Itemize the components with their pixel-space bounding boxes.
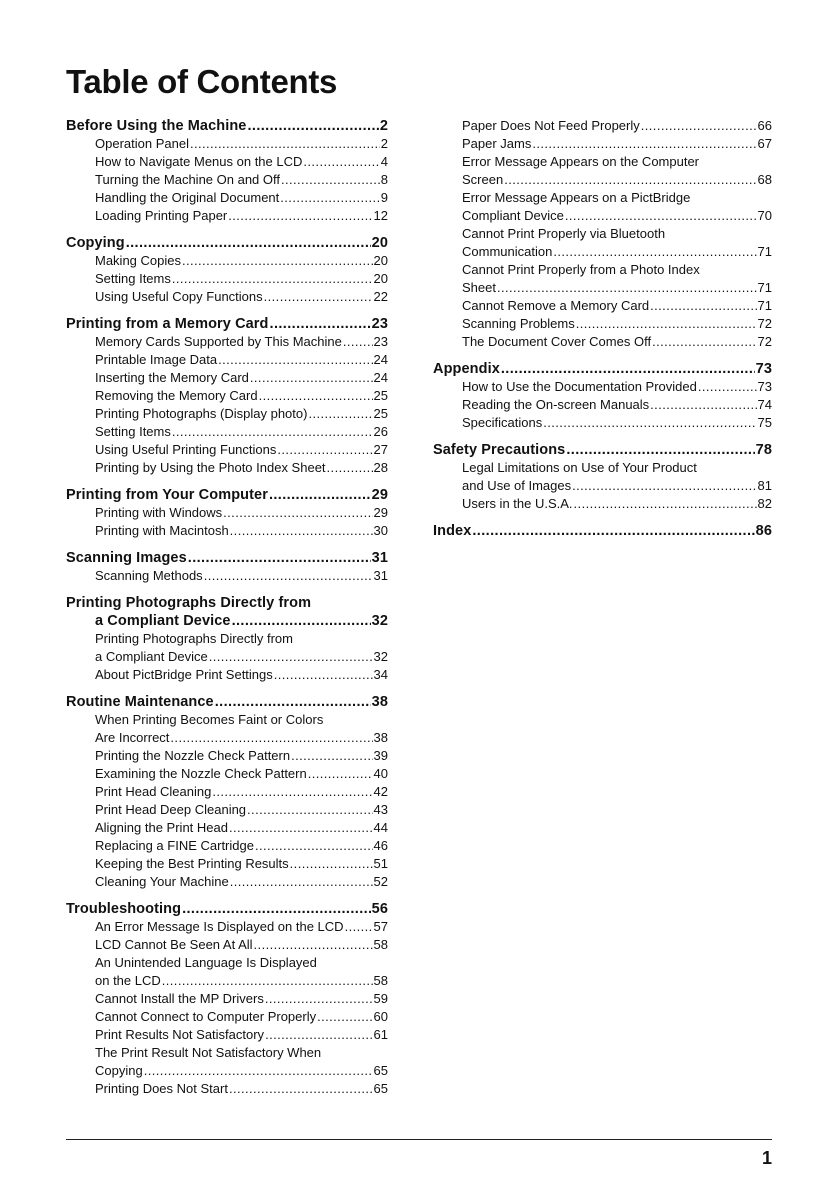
toc-section bbox=[433, 117, 772, 351]
dot-leader bbox=[190, 135, 380, 153]
dot-leader bbox=[290, 855, 373, 873]
toc-entry-label: Replacing a FINE Cartridge bbox=[95, 838, 254, 853]
page-ref: 81 bbox=[757, 478, 772, 493]
page-ref: 66 bbox=[757, 118, 772, 133]
dot-leader bbox=[218, 351, 372, 369]
dot-leader bbox=[650, 396, 756, 414]
toc-left-column bbox=[66, 117, 388, 1107]
section-title-label: Printing from Your Computer bbox=[66, 487, 268, 503]
dot-leader bbox=[269, 486, 371, 504]
page-ref: 34 bbox=[373, 667, 388, 682]
dot-leader bbox=[327, 459, 373, 477]
toc-entry-label: Paper Does Not Feed Properly bbox=[462, 118, 640, 133]
toc-entry-label: Cleaning Your Machine bbox=[95, 874, 229, 889]
toc-entry-cont-label: Screen bbox=[462, 172, 504, 187]
dot-leader bbox=[228, 207, 372, 225]
toc-entry-label: Removing the Memory Card bbox=[95, 388, 258, 403]
dot-leader bbox=[345, 918, 373, 936]
page-ref: 56 bbox=[371, 901, 388, 917]
toc-entry-label: Inserting the Memory Card bbox=[95, 370, 249, 385]
toc-entry-label: Using Useful Printing Functions bbox=[95, 442, 277, 457]
toc-entry-row[interactable] bbox=[433, 135, 772, 153]
dot-leader bbox=[572, 477, 756, 495]
footer-rule bbox=[66, 1139, 772, 1140]
toc-entry-row[interactable] bbox=[433, 315, 772, 333]
dot-leader bbox=[576, 315, 757, 333]
page-ref: 73 bbox=[755, 361, 772, 377]
toc-entry-cont-row[interactable] bbox=[66, 972, 388, 990]
page-ref: 22 bbox=[373, 289, 388, 304]
section-title-cont-label: a Compliant Device bbox=[95, 613, 231, 629]
dot-leader bbox=[472, 522, 754, 540]
dot-leader bbox=[170, 729, 372, 747]
toc-entry-row[interactable] bbox=[433, 495, 772, 513]
dot-leader bbox=[641, 117, 757, 135]
toc-section bbox=[66, 693, 388, 891]
toc-section bbox=[66, 594, 388, 684]
section-title-row[interactable] bbox=[66, 549, 388, 567]
toc-section bbox=[66, 234, 388, 306]
page-ref: 32 bbox=[373, 649, 388, 664]
page-ref: 4 bbox=[380, 154, 388, 169]
section-title[interactable]: Printing Photographs Directly from bbox=[66, 595, 312, 611]
dot-leader bbox=[144, 1062, 373, 1080]
toc-entry-row[interactable] bbox=[66, 1008, 388, 1026]
dot-leader bbox=[172, 423, 373, 441]
page-ref: 68 bbox=[757, 172, 772, 187]
page-ref: 20 bbox=[373, 253, 388, 268]
toc-entry-label[interactable]: Cannot Print Properly via Bluetooth bbox=[462, 226, 666, 241]
toc-entry-label: Turning the Machine On and Off bbox=[95, 172, 280, 187]
toc-entry-row[interactable] bbox=[66, 666, 388, 684]
section-title-cont-row[interactable] bbox=[66, 612, 388, 630]
toc-entry-cont-label: Sheet bbox=[462, 280, 496, 295]
toc-entry-cont-label: Copying bbox=[95, 1063, 143, 1078]
section-title-row[interactable] bbox=[66, 900, 388, 918]
page-ref: 43 bbox=[373, 802, 388, 817]
dot-leader bbox=[204, 567, 373, 585]
toc-entry-label: Using Useful Copy Functions bbox=[95, 289, 263, 304]
dot-leader bbox=[247, 801, 372, 819]
page-ref: 72 bbox=[757, 334, 772, 349]
page-ref: 42 bbox=[373, 784, 388, 799]
toc-section bbox=[66, 549, 388, 585]
section-title-label: Before Using the Machine bbox=[66, 118, 247, 134]
toc-entry-label: Setting Items bbox=[95, 424, 171, 439]
page-ref: 31 bbox=[371, 550, 388, 566]
section-title-row[interactable] bbox=[66, 486, 388, 504]
toc-entry-row[interactable] bbox=[433, 378, 772, 396]
page-ref: 71 bbox=[757, 280, 772, 295]
page-ref: 46 bbox=[373, 838, 388, 853]
dot-leader bbox=[274, 666, 373, 684]
dot-leader bbox=[650, 297, 756, 315]
toc-entry-row[interactable] bbox=[66, 387, 388, 405]
page-ref: 12 bbox=[373, 208, 388, 223]
page-ref: 72 bbox=[757, 316, 772, 331]
dot-leader bbox=[308, 765, 373, 783]
toc-entry-row[interactable] bbox=[66, 288, 388, 306]
toc-entry-row[interactable] bbox=[66, 459, 388, 477]
dot-leader bbox=[497, 279, 757, 297]
toc-entry-row[interactable] bbox=[66, 990, 388, 1008]
page-ref: 31 bbox=[373, 568, 388, 583]
page-ref: 24 bbox=[373, 352, 388, 367]
dot-leader bbox=[223, 504, 372, 522]
toc-entry-row[interactable] bbox=[66, 855, 388, 873]
toc-entry-cont-label: Are Incorrect bbox=[95, 730, 170, 745]
page-ref: 78 bbox=[755, 442, 772, 458]
toc-entry-cont-label: on the LCD bbox=[95, 973, 161, 988]
dot-leader bbox=[229, 1080, 373, 1098]
toc-entry-label: Printing the Nozzle Check Pattern bbox=[95, 748, 291, 763]
page-ref: 71 bbox=[757, 244, 772, 259]
dot-leader bbox=[281, 171, 380, 189]
toc-entry-label: Printing by Using the Photo Index Sheet bbox=[95, 460, 326, 475]
toc-entry-label: Printing with Macintosh bbox=[95, 523, 229, 538]
dot-leader bbox=[574, 495, 757, 513]
toc-section bbox=[433, 360, 772, 432]
toc-entry-label: Printing Photographs (Display photo) bbox=[95, 406, 308, 421]
toc-section bbox=[66, 486, 388, 540]
dot-leader bbox=[265, 1026, 372, 1044]
section-title-label: Routine Maintenance bbox=[66, 694, 214, 710]
toc-entry-row[interactable] bbox=[66, 567, 388, 585]
dot-leader bbox=[504, 171, 756, 189]
page-ref: 74 bbox=[757, 397, 772, 412]
toc-entry-label: Aligning the Print Head bbox=[95, 820, 228, 835]
page-ref: 44 bbox=[373, 820, 388, 835]
dot-leader bbox=[277, 441, 372, 459]
toc-entry-row[interactable] bbox=[66, 747, 388, 765]
dot-leader bbox=[182, 900, 371, 918]
dot-leader bbox=[303, 153, 379, 171]
dot-leader bbox=[126, 234, 371, 252]
toc-entry-label: Setting Items bbox=[95, 271, 171, 286]
toc-entry-label: How to Use the Documentation Provided bbox=[462, 379, 697, 394]
section-title-row[interactable] bbox=[66, 693, 388, 711]
page-ref: 75 bbox=[757, 415, 772, 430]
page-ref: 20 bbox=[373, 271, 388, 286]
section-title-row[interactable] bbox=[433, 441, 772, 459]
dot-leader bbox=[652, 333, 756, 351]
page-ref: 60 bbox=[373, 1009, 388, 1024]
dot-leader bbox=[265, 990, 373, 1008]
toc-entry-label: Reading the On-screen Manuals bbox=[462, 397, 650, 412]
page-ref: 24 bbox=[373, 370, 388, 385]
toc-entry-row[interactable] bbox=[66, 351, 388, 369]
page-ref: 65 bbox=[373, 1081, 388, 1096]
page-title: Table of Contents bbox=[66, 63, 338, 100]
page-ref: 73 bbox=[757, 379, 772, 394]
dot-leader bbox=[188, 549, 371, 567]
toc-entry-row[interactable] bbox=[66, 765, 388, 783]
dot-leader bbox=[317, 1008, 372, 1026]
dot-leader bbox=[280, 189, 379, 207]
toc-entry-row[interactable] bbox=[66, 270, 388, 288]
toc-entry-row[interactable] bbox=[66, 801, 388, 819]
toc-entry-row[interactable] bbox=[66, 837, 388, 855]
toc-entry-label: Cannot Remove a Memory Card bbox=[462, 298, 650, 313]
page-ref: 65 bbox=[373, 1063, 388, 1078]
section-title-row[interactable] bbox=[66, 315, 388, 333]
page-ref: 38 bbox=[373, 730, 388, 745]
page-ref: 20 bbox=[371, 235, 388, 251]
toc-entry-row[interactable] bbox=[66, 207, 388, 225]
page-ref: 29 bbox=[373, 505, 388, 520]
toc-entry-cont-row[interactable] bbox=[66, 729, 388, 747]
toc-entry-label: An Error Message Is Displayed on the LCD bbox=[95, 919, 344, 934]
page-ref: 86 bbox=[755, 523, 772, 539]
toc-entry-row[interactable] bbox=[66, 153, 388, 171]
toc-entry-row[interactable] bbox=[66, 918, 388, 936]
dot-leader bbox=[308, 405, 372, 423]
toc-entry-row[interactable] bbox=[433, 333, 772, 351]
toc-entry-cont-row[interactable] bbox=[433, 207, 772, 225]
page-ref: 2 bbox=[379, 118, 388, 134]
toc-entry-cont-row[interactable] bbox=[66, 648, 388, 666]
section-title-label: Scanning Images bbox=[66, 550, 187, 566]
page-ref: 25 bbox=[373, 406, 388, 421]
toc-entry-row[interactable] bbox=[433, 117, 772, 135]
page-ref: 71 bbox=[757, 298, 772, 313]
toc-entry-label: Scanning Problems bbox=[462, 316, 575, 331]
dot-leader bbox=[182, 252, 373, 270]
toc-entry-label: Making Copies bbox=[95, 253, 181, 268]
toc-entry-label: Print Head Cleaning bbox=[95, 784, 212, 799]
toc-entry-row[interactable] bbox=[433, 414, 772, 432]
toc-entry-row[interactable] bbox=[66, 819, 388, 837]
section-title-row[interactable] bbox=[66, 234, 388, 252]
section-title-label: Copying bbox=[66, 235, 125, 251]
toc-entry-cont-row[interactable] bbox=[433, 477, 772, 495]
dot-leader bbox=[230, 873, 373, 891]
page-ref: 26 bbox=[373, 424, 388, 439]
dot-leader bbox=[291, 747, 372, 765]
dot-leader bbox=[162, 972, 373, 990]
dot-leader bbox=[543, 414, 756, 432]
page-ref: 25 bbox=[373, 388, 388, 403]
dot-leader bbox=[232, 612, 371, 630]
toc-entry-label[interactable]: An Unintended Language Is Displayed bbox=[95, 955, 317, 970]
toc-entry-label[interactable]: Printing Photographs Directly from bbox=[95, 631, 293, 646]
section-title-label: Appendix bbox=[433, 361, 500, 377]
toc-entry-row[interactable] bbox=[66, 504, 388, 522]
dot-leader bbox=[255, 837, 373, 855]
toc-entry-label: Paper Jams bbox=[462, 136, 532, 151]
dot-leader bbox=[532, 135, 756, 153]
page-ref: 82 bbox=[757, 496, 772, 511]
toc-entry-label: Printable Image Data bbox=[95, 352, 218, 367]
page-ref: 59 bbox=[373, 991, 388, 1006]
toc-right-column bbox=[433, 117, 772, 549]
section-title-row[interactable] bbox=[66, 117, 388, 135]
toc-entry-row[interactable] bbox=[433, 396, 772, 414]
toc-entry-label: Users in the U.S.A. bbox=[462, 496, 573, 511]
page-ref: 67 bbox=[757, 136, 772, 151]
section-title-label: Printing from a Memory Card bbox=[66, 316, 269, 332]
toc-entry-row[interactable] bbox=[66, 936, 388, 954]
page-ref: 58 bbox=[373, 937, 388, 952]
toc-entry-row[interactable] bbox=[66, 783, 388, 801]
toc-entry-row[interactable] bbox=[66, 369, 388, 387]
toc-entry-row[interactable] bbox=[66, 171, 388, 189]
page-ref: 38 bbox=[371, 694, 388, 710]
toc-section bbox=[66, 900, 388, 1098]
page-ref: 61 bbox=[373, 1027, 388, 1042]
toc-entry-cont-row[interactable] bbox=[433, 279, 772, 297]
toc-entry-label: The Document Cover Comes Off bbox=[462, 334, 652, 349]
toc-entry-label: About PictBridge Print Settings bbox=[95, 667, 273, 682]
toc-section bbox=[66, 315, 388, 477]
toc-section bbox=[433, 522, 772, 540]
toc-entry-label: Keeping the Best Printing Results bbox=[95, 856, 289, 871]
toc-entry-label: Operation Panel bbox=[95, 136, 189, 151]
page-ref: 70 bbox=[757, 208, 772, 223]
toc-entry-row[interactable] bbox=[66, 441, 388, 459]
dot-leader bbox=[698, 378, 757, 396]
toc-entry-label: Examining the Nozzle Check Pattern bbox=[95, 766, 307, 781]
toc-entry-label: Loading Printing Paper bbox=[95, 208, 228, 223]
dot-leader bbox=[212, 783, 372, 801]
toc-entry-cont-label: Communication bbox=[462, 244, 553, 259]
dot-leader bbox=[270, 315, 371, 333]
page-ref: 28 bbox=[373, 460, 388, 475]
dot-leader bbox=[343, 333, 373, 351]
toc-entry-label: Specifications bbox=[462, 415, 543, 430]
page-ref: 40 bbox=[373, 766, 388, 781]
toc-entry-row[interactable] bbox=[66, 405, 388, 423]
page-ref: 29 bbox=[371, 487, 388, 503]
toc-entry-label[interactable]: Cannot Print Properly from a Photo Index bbox=[462, 262, 700, 277]
toc-entry-label: Memory Cards Supported by This Machine bbox=[95, 334, 342, 349]
toc-entry-cont-row[interactable] bbox=[433, 171, 772, 189]
section-title-label: Safety Precautions bbox=[433, 442, 566, 458]
page-ref: 8 bbox=[380, 172, 388, 187]
section-title-label: Index bbox=[433, 523, 472, 539]
dot-leader bbox=[247, 117, 378, 135]
section-title-label: Troubleshooting bbox=[66, 901, 182, 917]
toc-entry-label: Printing with Windows bbox=[95, 505, 223, 520]
toc-entry-cont-label: and Use of Images bbox=[462, 478, 572, 493]
dot-leader bbox=[229, 819, 373, 837]
page-ref: 52 bbox=[373, 874, 388, 889]
toc-entry-row[interactable] bbox=[66, 873, 388, 891]
dot-leader bbox=[250, 369, 373, 387]
page-ref: 57 bbox=[373, 919, 388, 934]
page-ref: 23 bbox=[371, 316, 388, 332]
toc-entry-cont-label: a Compliant Device bbox=[95, 649, 208, 664]
page-ref: 27 bbox=[373, 442, 388, 457]
toc-entry-label: Handling the Original Document bbox=[95, 190, 280, 205]
toc-entry-label[interactable]: The Print Result Not Satisfactory When bbox=[95, 1045, 322, 1060]
toc-entry-label: Scanning Methods bbox=[95, 568, 203, 583]
toc-entry-label: LCD Cannot Be Seen At All bbox=[95, 937, 253, 952]
section-title-row[interactable] bbox=[433, 360, 772, 378]
toc-entry-label: Cannot Connect to Computer Properly bbox=[95, 1009, 317, 1024]
toc-entry-row[interactable] bbox=[66, 1026, 388, 1044]
toc-entry-label[interactable]: Legal Limitations on Use of Your Product bbox=[462, 460, 697, 475]
dot-leader bbox=[259, 387, 373, 405]
dot-leader bbox=[566, 441, 754, 459]
toc-section bbox=[66, 117, 388, 225]
toc-section bbox=[433, 441, 772, 513]
toc-entry-row[interactable] bbox=[66, 1080, 388, 1098]
toc-entry-row[interactable] bbox=[66, 333, 388, 351]
page-ref: 30 bbox=[373, 523, 388, 538]
toc-entry-label: Cannot Install the MP Drivers bbox=[95, 991, 264, 1006]
dot-leader bbox=[254, 936, 373, 954]
toc-entry-row[interactable] bbox=[433, 297, 772, 315]
toc-entry-cont-row[interactable] bbox=[66, 1062, 388, 1080]
page-number: 1 bbox=[761, 1148, 772, 1168]
toc-entry-cont-label: Compliant Device bbox=[462, 208, 564, 223]
dot-leader bbox=[172, 270, 373, 288]
toc-entry-label[interactable]: Error Message Appears on the Computer bbox=[462, 154, 700, 169]
dot-leader bbox=[264, 288, 373, 306]
toc-entry-label: Print Head Deep Cleaning bbox=[95, 802, 247, 817]
dot-leader bbox=[209, 648, 373, 666]
dot-leader bbox=[501, 360, 755, 378]
toc-entry-row[interactable] bbox=[66, 423, 388, 441]
toc-entry-cont-row[interactable] bbox=[433, 243, 772, 261]
page-ref: 23 bbox=[373, 334, 388, 349]
page-ref: 9 bbox=[380, 190, 388, 205]
dot-leader bbox=[565, 207, 757, 225]
dot-leader bbox=[230, 522, 373, 540]
toc-entry-label[interactable]: When Printing Becomes Faint or Colors bbox=[95, 712, 324, 727]
toc-entry-label: Print Results Not Satisfactory bbox=[95, 1027, 265, 1042]
page-ref: 58 bbox=[373, 973, 388, 988]
page-ref: 51 bbox=[373, 856, 388, 871]
page-ref: 39 bbox=[373, 748, 388, 763]
dot-leader bbox=[215, 693, 371, 711]
page-ref: 2 bbox=[380, 136, 388, 151]
page-ref: 32 bbox=[371, 613, 388, 629]
toc-entry-label: How to Navigate Menus on the LCD bbox=[95, 154, 303, 169]
toc-entry-label: Printing Does Not Start bbox=[95, 1081, 228, 1096]
dot-leader bbox=[553, 243, 756, 261]
toc-entry-row[interactable] bbox=[66, 135, 388, 153]
toc-entry-label[interactable]: Error Message Appears on a PictBridge bbox=[462, 190, 691, 205]
toc-entry-row[interactable] bbox=[66, 522, 388, 540]
toc-entry-row[interactable] bbox=[66, 252, 388, 270]
toc-entry-row[interactable] bbox=[66, 189, 388, 207]
section-title-row[interactable] bbox=[433, 522, 772, 540]
